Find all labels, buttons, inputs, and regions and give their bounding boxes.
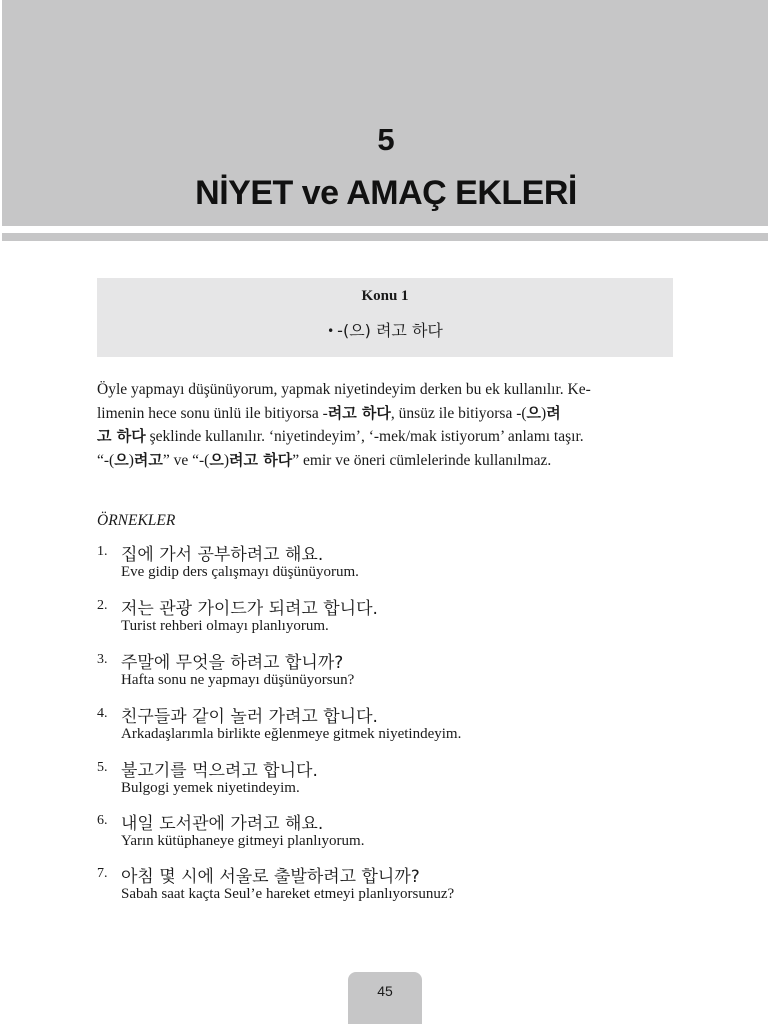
example-number: 6. <box>97 813 108 828</box>
example-number: 3. <box>97 652 108 667</box>
example-translation: Bulgogi yemek niyetindeyim. <box>121 780 300 796</box>
intro-korean: 려 <box>546 403 561 422</box>
chapter-title: NİYET ve AMAÇ EKLERİ <box>195 174 577 212</box>
intro-text: ) <box>541 404 547 422</box>
intro-text: limenin hece sonu ünlü ile bitiyorsa - <box>97 404 328 422</box>
topic-label: Konu 1 <box>361 288 409 304</box>
intro-text: ” ve “-( <box>162 451 210 469</box>
intro-text: , ünsüz ile bitiyorsa -( <box>390 404 527 422</box>
intro-text: şeklinde kullanılır. ‘niyetindeyim’, ‘-mek/mak istiyorum’ anlamı taşır. <box>145 428 584 445</box>
intro-line <box>97 378 673 402</box>
intro-korean: 고 하다 <box>97 427 146 445</box>
bullet-icon: • <box>327 324 335 338</box>
page-number: 45 <box>377 983 393 999</box>
example-translation: Arkadaşlarımla birlikte eğlenmeye gitmek niyetindeyim. <box>121 726 462 742</box>
page-number-tab <box>348 972 422 1024</box>
example-translation: Hafta sonu ne yapmayı düşünüyorsun? <box>121 672 355 688</box>
example-number: 7. <box>97 866 108 881</box>
intro-korean: 으 <box>209 450 224 469</box>
example-korean: 저는 관광 가이드가 되려고 합니다. <box>121 599 378 619</box>
intro-line <box>97 402 673 426</box>
topic-box <box>97 278 673 357</box>
example-translation: Sabah saat kaçta Seul’e hareket etmeyi planlıyorsunuz? <box>121 886 455 902</box>
chapter-number: 5 <box>377 122 395 157</box>
chapter-header-band <box>2 0 768 226</box>
intro-korean: 으 <box>114 450 129 469</box>
example-number: 4. <box>97 706 108 721</box>
intro-text: ” emir ve öneri cümlelerinde kullanılmaz. <box>292 451 552 469</box>
intro-text: “-( <box>97 451 115 469</box>
example-number: 5. <box>97 760 108 775</box>
intro-text: Öyle yapmayı düşünüyorum, yapmak niyetindeyim derken bu ek kullanılır. Ke- <box>97 381 591 398</box>
intro-line <box>97 425 673 449</box>
intro-text: ) <box>128 451 134 469</box>
example-number: 2. <box>97 598 108 613</box>
examples-heading: ÖRNEKLER <box>97 512 176 529</box>
intro-text: ) <box>223 451 229 469</box>
example-translation: Yarın kütüphaneye gitmeyi planlıyorum. <box>121 833 365 849</box>
topic-item <box>97 318 673 341</box>
example-korean: 아침 몇 시에 서울로 출발하려고 합니까? <box>121 867 420 887</box>
example-translation: Turist rehberi olmayı planlıyorum. <box>121 618 329 634</box>
intro-line <box>97 449 673 473</box>
example-korean: 친구들과 같이 놀러 가려고 합니다. <box>121 707 378 727</box>
example-korean: 주말에 무엇을 하려고 합니까? <box>121 653 344 673</box>
intro-paragraph <box>97 378 673 472</box>
example-korean: 불고기를 먹으려고 합니다. <box>121 761 318 781</box>
example-translation: Eve gidip ders çalışmayı düşünüyorum. <box>121 564 359 580</box>
example-korean: 집에 가서 공부하려고 해요. <box>121 545 324 565</box>
example-korean: 내일 도서관에 가려고 해요. <box>121 814 324 834</box>
intro-korean: 려고 하다 <box>327 403 391 422</box>
header-divider <box>2 233 768 241</box>
intro-korean: 려고 <box>133 450 163 469</box>
intro-korean: 려고 하다 <box>229 450 293 469</box>
example-number: 1. <box>97 544 108 559</box>
intro-korean: 으 <box>526 403 542 422</box>
topic-item-text: -(으) 려고 하다 <box>337 321 443 340</box>
